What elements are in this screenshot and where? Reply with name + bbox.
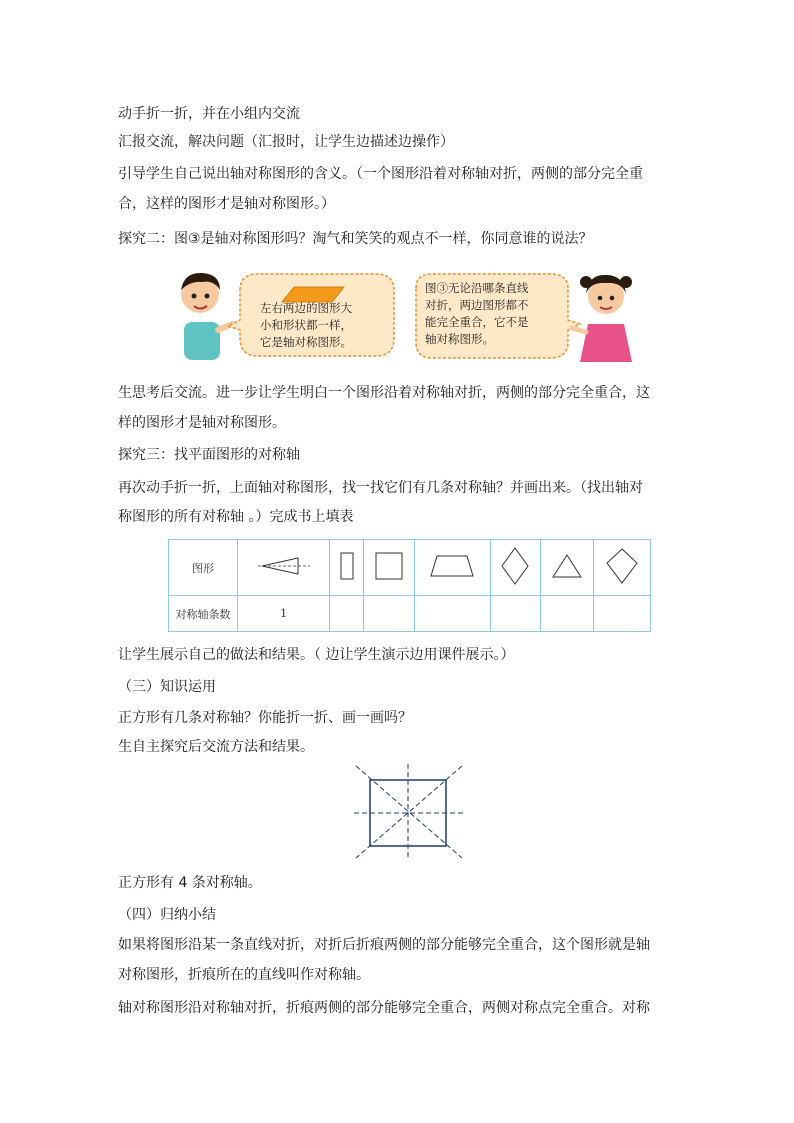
trapezoid-shape xyxy=(429,554,475,578)
tall-rectangle-shape xyxy=(337,551,357,581)
shape-cell xyxy=(490,540,540,596)
square-symmetry-figure xyxy=(352,762,466,860)
boy-figure xyxy=(181,273,232,360)
dialogue-illustration xyxy=(176,268,636,364)
girl-bubble-line: 对折，两边图形都不 xyxy=(425,298,529,312)
text-line-12: 正方形有 4 条对称轴。 xyxy=(118,875,262,891)
rhombus-shape xyxy=(605,547,639,585)
text-line-1: 动手折一折，并在小组内交流 xyxy=(118,106,300,122)
text-line-9: （三）知识运用 xyxy=(118,679,216,695)
text-line-4: 探究二：图③是轴对称图形吗？淘气和笑笑的观点不一样，你同意谁的说法？ xyxy=(118,231,593,247)
text-line-15: 轴对称图形沿对称轴对折，折痕两侧的部分能够完全重合，两侧对称点完全重合。对称 xyxy=(118,1000,650,1016)
triangle-shape xyxy=(551,552,583,580)
text-line-14a: 如果将图形沿某一条直线对折，对折后折痕两侧的部分能够完全重合，这个图形就是轴 xyxy=(118,937,650,953)
girl-bubble-line: 图③无论沿哪条直线 xyxy=(425,281,529,295)
boy-bubble-text xyxy=(260,300,352,351)
triangle-axis-shape xyxy=(256,554,312,578)
text-line-3b: 合，这样的图形才是轴对称图形。） xyxy=(118,196,335,212)
text-line-5a: 生思考后交流。进一步让学生明白一个图形沿着对称轴对折，两侧的部分完全重合，这 xyxy=(118,385,650,401)
boy-bubble-line: 小和形状都一样， xyxy=(260,318,352,332)
text-line-14b: 对称图形，折痕所在的直线叫作对称轴。 xyxy=(118,967,370,983)
tall-rhombus-shape xyxy=(500,546,530,586)
count-cell xyxy=(414,596,490,632)
text-line-7b: 称图形的所有对称轴 。）完成书上填表 xyxy=(118,509,354,525)
shape-cell xyxy=(330,540,364,596)
table-row-header: 对称轴条数 xyxy=(169,596,238,632)
symmetry-table xyxy=(168,539,651,632)
text-line-6: 探究三：找平面图形的对称轴 xyxy=(118,447,300,463)
boy-bubble-line: 左右两边的图形大 xyxy=(260,301,352,315)
count-cell xyxy=(364,596,414,632)
count-cell xyxy=(490,596,540,632)
shape-cell xyxy=(364,540,414,596)
text-line-8: 让学生展示自己的做法和结果。（ 边让学生演示边用课件展示。） xyxy=(118,647,515,663)
boy-bubble-line: 它是轴对称图形。 xyxy=(260,335,352,349)
dialogue-drawing xyxy=(176,268,636,364)
count-cell xyxy=(594,596,651,632)
square-axes-drawing xyxy=(352,762,466,860)
girl-bubble-text xyxy=(425,280,529,348)
shape-cell xyxy=(594,540,651,596)
shape-cell xyxy=(238,540,330,596)
girl-figure xyxy=(572,275,632,362)
girl-bubble-line: 轴对称图形。 xyxy=(425,332,494,346)
text-line-13: （四）归纳小结 xyxy=(118,907,216,923)
count-cell xyxy=(330,596,364,632)
text-line-2: 汇报交流，解决问题（汇报时，让学生边描述边操作） xyxy=(118,134,454,150)
count-cell xyxy=(540,596,593,632)
text-line-3a: 引导学生自己说出轴对称图形的含义。（一个图形沿着对称轴对折，两侧的部分完全重 xyxy=(118,166,643,182)
shape-cell xyxy=(414,540,490,596)
text-line-11: 生自主探究后交流方法和结果。 xyxy=(118,739,314,755)
text-line-7a: 再次动手折一折，上面轴对称图形，找一找它们有几条对称轴？并画出来。（找出轴对 xyxy=(118,480,643,496)
table-row-header: 图形 xyxy=(169,540,238,596)
shape-cell xyxy=(540,540,593,596)
text-line-10: 正方形有几条对称轴？你能折一折、画一画吗？ xyxy=(118,710,412,726)
girl-bubble-line: 能完全重合，它不是 xyxy=(425,315,529,329)
count-cell: 1 xyxy=(238,596,330,632)
text-line-5b: 样的图形才是轴对称图形。 xyxy=(118,415,286,431)
square-shape xyxy=(374,551,404,581)
